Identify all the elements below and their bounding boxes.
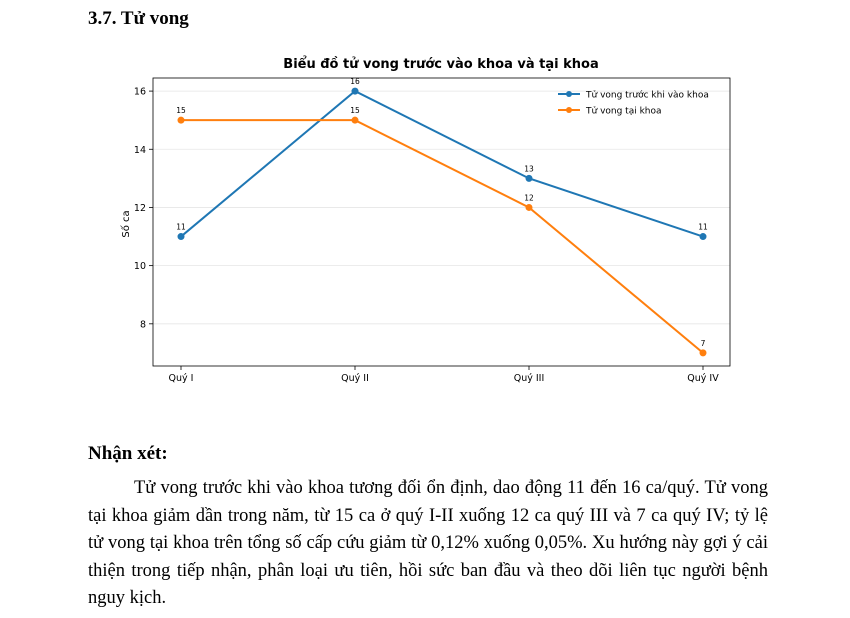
mortality-chart <box>100 48 740 393</box>
data-label: 15 <box>350 106 360 116</box>
section-heading: 3.7. Tử vong <box>88 8 189 29</box>
data-point <box>178 117 185 124</box>
series-2 <box>176 106 706 356</box>
legend-label: Tử vong tại khoa <box>586 106 662 117</box>
data-label: 7 <box>700 338 706 348</box>
axis-layer <box>134 78 730 384</box>
series-line <box>181 120 703 353</box>
data-point <box>352 88 359 95</box>
legend <box>558 90 709 117</box>
legend-item-2 <box>558 106 662 117</box>
x-tick-label: Quý II <box>341 373 369 384</box>
chart-svg <box>100 48 740 393</box>
data-label: 15 <box>176 106 186 116</box>
data-point <box>526 175 533 182</box>
y-tick-label: 12 <box>133 202 146 214</box>
y-tick-label: 8 <box>139 319 146 331</box>
remarks-title: Nhận xét: <box>88 443 168 464</box>
y-tick-label: 16 <box>133 86 146 98</box>
x-tick-label: Quý I <box>168 373 194 384</box>
data-label: 16 <box>350 77 360 87</box>
y-tick-label: 14 <box>133 144 146 156</box>
data-label: 11 <box>176 222 186 232</box>
data-point <box>700 349 707 356</box>
data-point <box>700 233 707 240</box>
series-1 <box>176 77 708 240</box>
data-label: 11 <box>698 222 708 232</box>
x-tick-label: Quý III <box>513 373 545 384</box>
y-tick-label: 10 <box>133 261 146 273</box>
y-axis-label: Số ca <box>121 210 132 238</box>
grid-layer <box>153 91 730 324</box>
remarks-paragraph: Tử vong trước khi vào khoa tương đối ổn định, dao động 11 đến 16 ca/quý. Tử vong tại khoa giảm dần trong năm, từ 15 ca ở quý I-II xuống 12 ca quý III và 7 ca quý IV; tỷ lệ tử vong tại khoa trên tổng số cấp cứu giảm từ 0,12% xuống 0,05%. Xu hướng này gợi ý cải thiện trong tiếp nhận, phân loại ưu tiên, hồi sức ban đầu và theo dõi liên tục người bệnh nguy kịch. <box>88 478 768 608</box>
data-point <box>352 117 359 124</box>
chart-title: Biểu đồ tử vong trước vào khoa và tại khoa <box>283 57 599 72</box>
series-layer <box>176 77 708 356</box>
data-label: 12 <box>524 193 534 203</box>
legend-marker <box>566 91 572 97</box>
plot-frame <box>153 78 730 366</box>
data-label: 13 <box>524 164 534 174</box>
legend-label: Tử vong trước khi vào khoa <box>586 90 709 101</box>
x-tick-label: Quý IV <box>687 373 719 384</box>
data-point <box>178 233 185 240</box>
data-point <box>526 204 533 211</box>
legend-marker <box>566 107 572 113</box>
